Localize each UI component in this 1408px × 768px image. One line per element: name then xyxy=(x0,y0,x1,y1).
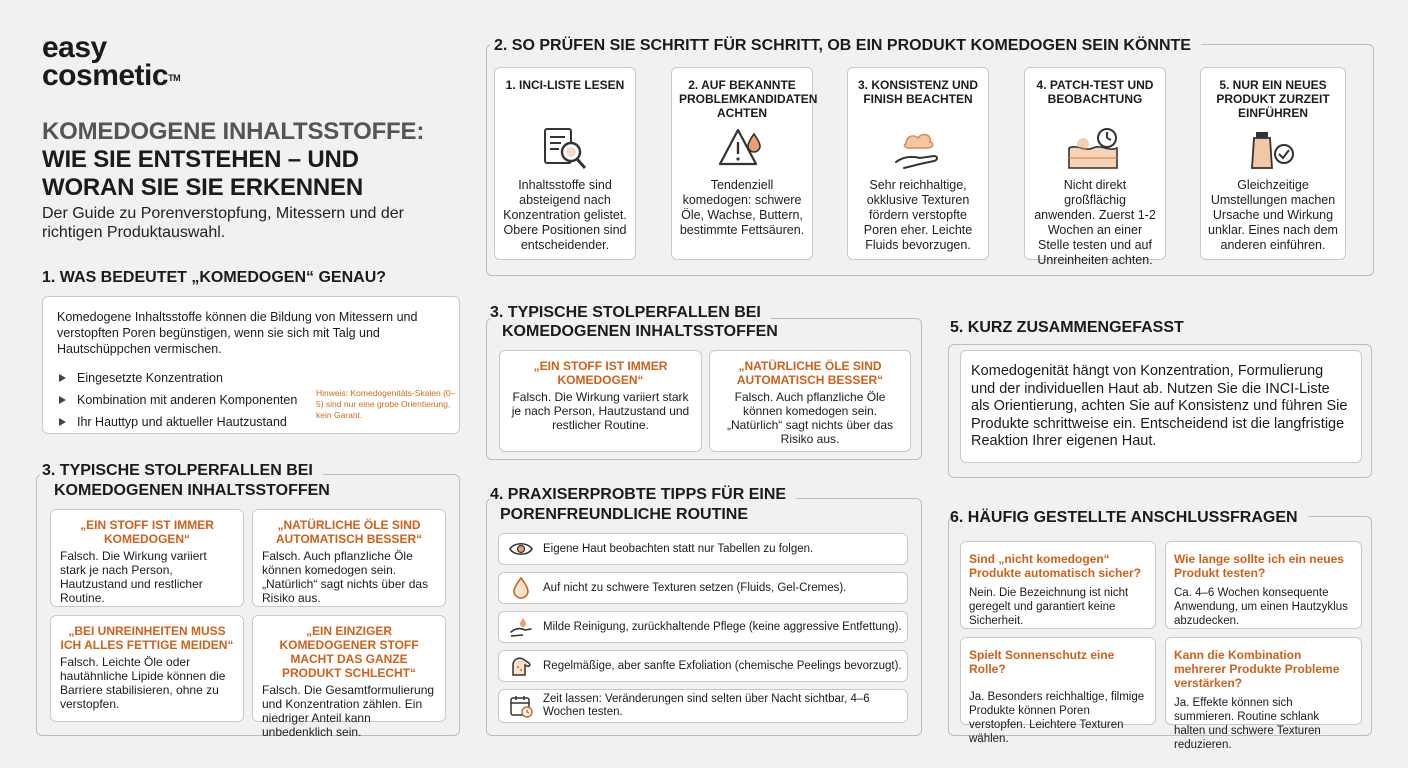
eye-icon xyxy=(509,537,533,561)
step-card xyxy=(1024,67,1166,267)
brand-tm: TM xyxy=(168,73,181,83)
step-card xyxy=(847,67,989,260)
pitfall-body: Falsch. Die Gesamtformulierung und Konzentration zählen. Ein niedriger Anteil kann unbedenklich sein. xyxy=(262,683,435,739)
bullet-text: Eingesetzte Konzentration xyxy=(77,371,223,385)
section5-heading: 5. KURZ ZUSAMMENGEFASST xyxy=(950,318,1194,337)
pitfall-body: Falsch. Auch pflanzliche Öle können komedogen sein. „Natürlich“ sagt nichts über das Risiko aus. xyxy=(726,390,894,446)
pitfall-title: „EIN STOFF IST IMMER KOMEDOGEN“ xyxy=(80,518,214,546)
faq-answer: Ja. Besonders reichhaltige, filmige Produkte können Poren verstopfen. Leichtere Texturen wählen. xyxy=(969,691,1145,745)
section4-heading-1: 4. PRAXISERPROBTE TIPPS FÜR EINE xyxy=(490,485,796,504)
section6-heading: 6. HÄUFIG GESTELLTE ANSCHLUSSFRAGEN xyxy=(950,508,1308,527)
tip-text: Milde Reinigung, zurückhaltende Pflege (keine aggressive Entfettung). xyxy=(543,620,902,633)
pitfall-title: „NATÜRLICHE ÖLE SIND AUTOMATISCH BESSER“ xyxy=(736,359,884,387)
faq-answer: Nein. Die Bezeichnung ist nicht geregelt und garantiert keine Sicherheit. xyxy=(969,587,1129,627)
triangle-bullet-icon xyxy=(59,396,66,404)
tip-text: Regelmäßige, aber sanfte Exfoliation (chemische Peelings bevorzugt). xyxy=(543,659,902,672)
pitfall-card xyxy=(252,615,446,739)
brand-line2: cosmetic xyxy=(42,59,169,92)
step-body: Tendenziell komedogen: schwere Öle, Wachse, Buttern, bestimmte Fettsäuren. xyxy=(679,178,805,237)
pitfall-title: „EIN EINZIGER KOMEDOGENER STOFF MACHT DAS GANZE PRODUKT SCHLECHT“ xyxy=(279,624,419,680)
step-title: 2. AUF BEKANNTE PROBLEMKANDIDATEN ACHTEN xyxy=(679,78,818,120)
pitfall-body: Falsch. Leichte Öle oder hautähnliche Lipide können die Barriere stabilisieren, ohne zu verstopfen. xyxy=(60,655,226,711)
triangle-bullet-icon xyxy=(59,374,66,382)
faq-question: Wie lange sollte ich ein neues Produkt testen? xyxy=(1174,552,1344,580)
pitfall-card xyxy=(709,350,911,452)
brand-logo xyxy=(42,31,181,92)
bullet-text: Kombination mit anderen Komponenten xyxy=(77,393,298,407)
page-subtitle: Der Guide zu Porenverstopfung, Mitessern und der richtigen Produktauswahl. xyxy=(42,205,404,241)
step-card xyxy=(1200,67,1346,260)
tip-text: Eigene Haut beobachten statt nur Tabellen zu folgen. xyxy=(543,542,814,555)
step-title: 4. PATCH-TEST UND BEOBACHTUNG xyxy=(1036,78,1154,106)
pitfall-title: „NATÜRLICHE ÖLE SIND AUTOMATISCH BESSER“ xyxy=(275,518,423,546)
pitfall-card xyxy=(252,509,446,607)
pitfall-card xyxy=(50,615,244,722)
page-title xyxy=(42,118,424,202)
section3-large-heading-2: KOMEDOGENEN INHALTSSTOFFEN xyxy=(54,481,340,500)
magnifier-list-icon xyxy=(502,120,628,178)
tip-item xyxy=(498,689,908,723)
skin-clock-icon xyxy=(1032,120,1158,178)
title-line3: WORAN SIE SIE ERKENNEN xyxy=(42,174,363,201)
drop-icon xyxy=(509,576,533,600)
pitfall-card xyxy=(50,509,244,607)
faq-card xyxy=(960,637,1156,745)
brand-line1: easy xyxy=(42,31,107,64)
pitfall-card xyxy=(499,350,702,452)
pitfall-body: Falsch. Die Wirkung variiert stark je nach Person, Hautzustand und restlicher Routine. xyxy=(511,390,690,432)
pitfall-body: Falsch. Die Wirkung variiert stark je nach Person, Hautzustand und restlicher Routine. xyxy=(60,549,207,605)
section5-summary: Komedogenität hängt von Konzentration, Formulierung und der individuellen Haut ab. Nutzen Sie die INCI-Liste als Orientierung, achten Sie auf Konsistenz und führen Sie Produkte schrittweise ein. Entscheidend ist die langfristige Reaktion Ihrer eigenen Haut. xyxy=(960,350,1362,463)
faq-question: Spielt Sonnenschutz eine Rolle? xyxy=(969,648,1115,676)
step-body: Nicht direkt großflächig anwenden. Zuerst 1-2 Wochen an einer Stelle testen und auf Unreinheiten achten. xyxy=(1034,178,1156,267)
bullet-text: Ihr Hauttyp und aktueller Hautzustand xyxy=(77,415,287,429)
step-body: Sehr reichhaltige, okklusive Texturen fördern verstopfte Poren eher. Leichte Fluids bevorzugen. xyxy=(863,178,973,252)
tip-text: Auf nicht zu schwere Texturen setzen (Fluids, Gel-Cremes). xyxy=(543,581,847,594)
faq-answer: Ja. Effekte können sich summieren. Routine schlank halten und schwere Texturen reduzieren. xyxy=(1174,697,1321,751)
section4-heading-2: PORENFREUNDLICHE ROUTINE xyxy=(500,505,758,524)
faq-question: Sind „nicht komedogen“ Produkte automatisch sicher? xyxy=(969,552,1142,580)
title-line2: WIE SIE ENTSTEHEN – UND xyxy=(42,146,359,173)
calendar-icon xyxy=(509,694,533,718)
exfoliation-glove-icon xyxy=(509,654,533,678)
pitfall-body: Falsch. Auch pflanzliche Öle können komedogen sein. „Natürlich“ sagt nichts über das Risiko aus. xyxy=(262,549,429,605)
section1-intro: Komedogene Inhaltsstoffe können die Bildung von Mitessern und verstopften Poren begünstigen, wenn sie sich mit Talg und Hautschüppchen vermischen. xyxy=(57,310,418,356)
tip-item xyxy=(498,650,908,682)
hand-cream-icon xyxy=(855,120,981,178)
faq-card xyxy=(1165,637,1362,751)
faq-question: Kann die Kombination mehrerer Produkte Probleme verstärken? xyxy=(1174,648,1340,690)
tip-item xyxy=(498,611,908,643)
warning-drops-icon xyxy=(679,120,805,178)
faq-answer: Ca. 4–6 Wochen konsequente Anwendung, um einen Hautzyklus abzudecken. xyxy=(1174,587,1348,627)
list-item xyxy=(57,367,445,389)
tip-text: Zeit lassen: Veränderungen sind selten über Nacht sichtbar, 4–6 Wochen testen. xyxy=(543,693,870,718)
step-body: Gleichzeitige Umstellungen machen Ursache und Wirkung unklar. Eines nach dem anderen einführen. xyxy=(1208,178,1338,252)
pitfall-title: „EIN STOFF IST IMMER KOMEDOGEN“ xyxy=(533,359,668,387)
tip-item xyxy=(498,533,908,565)
step-title: 5. NUR EIN NEUES PRODUKT ZURZEIT EINFÜHREN xyxy=(1216,78,1330,120)
section3-small-heading-2: KOMEDOGENEN INHALTSSTOFFEN xyxy=(502,322,788,341)
step-title: 3. KONSISTENZ UND FINISH BEACHTEN xyxy=(857,78,978,106)
faq-card xyxy=(960,541,1156,629)
step-body: Inhaltsstoffe sind absteigend nach Konzentration gelistet. Obere Positionen sind entscheidender. xyxy=(503,178,627,252)
section3-small-heading-1: 3. TYPISCHE STOLPERFALLEN BEI xyxy=(490,303,771,322)
washing-hand-icon xyxy=(509,615,533,639)
step-card xyxy=(494,67,636,260)
step-card xyxy=(671,67,818,260)
faq-card xyxy=(1165,541,1362,629)
section3-large-heading-1: 3. TYPISCHE STOLPERFALLEN BEI xyxy=(40,461,323,480)
pitfall-title: „BEI UNREINHEITEN MUSS ICH ALLES FETTIGE MEIDEN“ xyxy=(60,624,234,652)
triangle-bullet-icon xyxy=(59,418,66,426)
section1-hint: Hinweis: Komedogenitäts-Skalen (0–5) sind nur eine grobe Orientierung, kein Garant. xyxy=(316,388,456,420)
tube-check-icon xyxy=(1208,120,1338,178)
title-line1: KOMEDOGENE INHALTSSTOFFE: xyxy=(42,118,425,145)
section2-heading: 2. SO PRÜFEN SIE SCHRITT FÜR SCHRITT, OB EIN PRODUKT KOMEDOGEN SEIN KÖNNTE xyxy=(490,36,1201,55)
step-title: 1. INCI-LISTE LESEN xyxy=(505,78,625,92)
tip-item xyxy=(498,572,908,604)
section1-heading: 1. WAS BEDEUTET „KOMEDOGEN“ GENAU? xyxy=(42,268,396,287)
